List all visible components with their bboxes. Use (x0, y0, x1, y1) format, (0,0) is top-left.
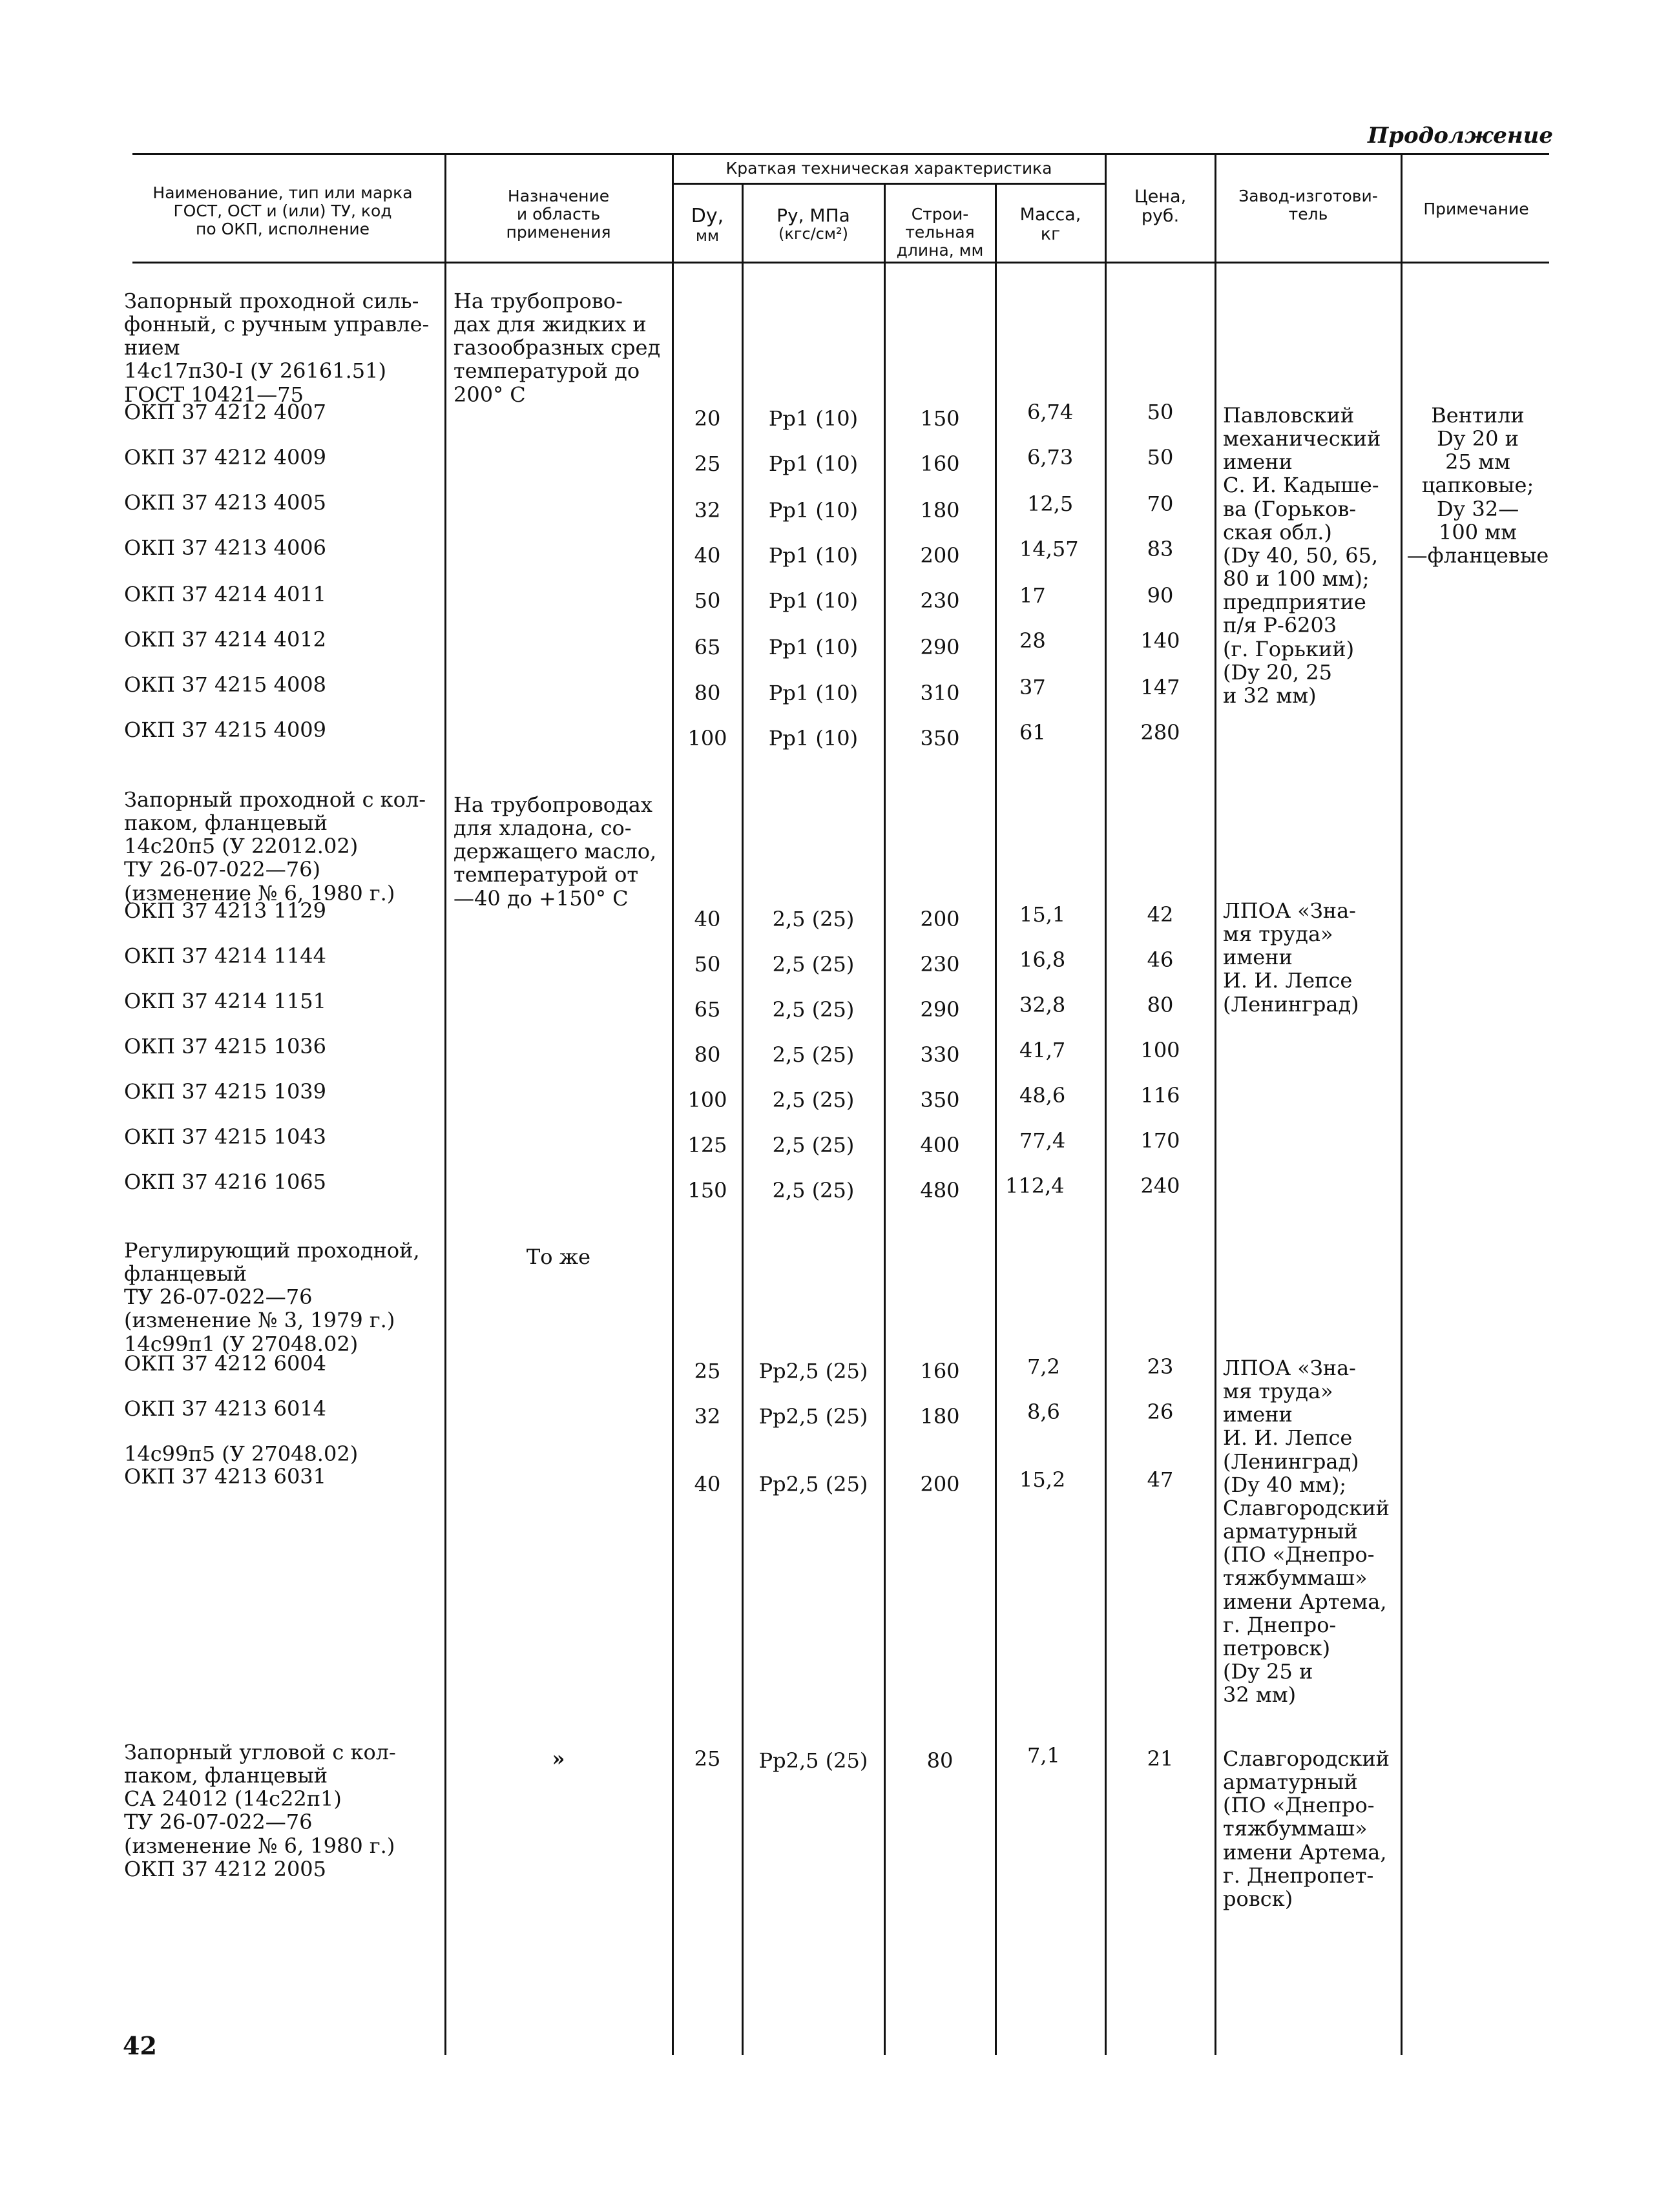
table-row-code: ОКП 37 4212 4007 (124, 400, 327, 424)
table-row-py: 2,5 (25) (772, 1042, 855, 1067)
group2-maker: ЛПОА «Зна- мя труда» имени И. И. Лепсе (Ленинград) (1223, 898, 1359, 1017)
table-row-code: ОКП 37 4214 4011 (124, 582, 327, 606)
table-row-mass: 17 (1019, 583, 1046, 608)
table-row-length: 200 (920, 907, 960, 931)
table-row-code: ОКП 37 4215 4009 (124, 718, 327, 742)
table-row-length: 160 (920, 451, 960, 476)
col-line (444, 153, 446, 2055)
table-row-code: ОКП 37 4212 4009 (124, 445, 327, 470)
table-row-code: ОКП 37 4213 4006 (124, 535, 327, 560)
table-row-dy: 100 (687, 726, 727, 750)
group4-name: Запорный угловой с кол- паком, фланцевый СА 24012 (14с22п1) ТУ 26-07-022—76 (изменение № 6, 1980 г.) ОКП 37 4212 2005 (124, 1740, 396, 1881)
table-row-py: Pр1 (10) (768, 681, 859, 705)
table-row-price: 140 (1140, 628, 1180, 653)
table-row-length: 400 (920, 1133, 960, 1157)
table-row-price: 280 (1140, 720, 1180, 745)
table-row-dy: 150 (687, 1178, 727, 1203)
table-row-mass: 112,4 (1005, 1173, 1065, 1198)
table-row-dy: 40 (694, 907, 721, 931)
table-row-py: Pр2,5 (25) (758, 1404, 868, 1429)
table-row-dy: 50 (694, 952, 721, 977)
header-name: Наименование, тип или марка ГОСТ, ОСТ и (или) ТУ, код по ОКП, исполнение (152, 183, 413, 238)
table-row-code: ОКП 37 4212 6004 (124, 1351, 327, 1376)
table-row-code: ОКП 37 4215 1036 (124, 1034, 327, 1059)
table-row-mass: 77,4 (1019, 1128, 1066, 1153)
table-row-price: 70 (1147, 491, 1174, 516)
table-row-mass: 48,6 (1019, 1083, 1066, 1108)
table-row-dy: 32 (694, 1404, 721, 1429)
table-row-mass: 37 (1019, 675, 1046, 699)
col-line (1401, 153, 1403, 2055)
table-row-price: 50 (1147, 445, 1174, 470)
header-dy: Dу, мм (691, 205, 724, 245)
table-row-mass: 32,8 (1019, 993, 1066, 1017)
table-row-py: Pр2,5 (25) (758, 1472, 868, 1496)
table-row-price: 50 (1147, 400, 1174, 424)
table-row-py: Pр2,5 (25) (758, 1359, 868, 1383)
table-row-code: ОКП 37 4213 6014 (124, 1396, 327, 1421)
header-bottom-rule (132, 262, 1549, 264)
table-row-dy: 25 (694, 451, 721, 476)
table-row-mass: 41,7 (1019, 1038, 1066, 1062)
table-row-mass: 28 (1019, 628, 1046, 653)
table-row-length: 180 (920, 1404, 960, 1429)
table-row-price: 26 (1147, 1400, 1174, 1424)
group1-name: Запорный проходной силь- фонный, с ручным управле- нием 14с17п30-I (У 26161.51) ГОСТ 10421—75 (124, 289, 430, 407)
col-line (884, 183, 886, 2055)
table-row-dy: 80 (694, 1042, 721, 1067)
table-row-length: 200 (920, 543, 960, 568)
table-row-dy: 80 (694, 681, 721, 705)
table-row-price: 21 (1147, 1746, 1174, 1771)
table-row-py: 2,5 (25) (772, 952, 855, 977)
table-row-price: 147 (1140, 675, 1180, 699)
table-row-length: 230 (920, 588, 960, 613)
header-length: Строи- тельная длина, мм (896, 205, 984, 260)
table-row-length: 480 (920, 1178, 960, 1203)
table-row-py: 2,5 (25) (772, 1088, 855, 1112)
table-row-py: 2,5 (25) (772, 907, 855, 931)
header-note: Примечание (1423, 200, 1529, 218)
col-line (995, 183, 997, 2055)
table-row-length: 180 (920, 498, 960, 522)
table-row-mass: 6,74 (1027, 400, 1074, 424)
table-row-py: Pр1 (10) (768, 543, 859, 568)
header-tech-group: Краткая техническая характеристика (725, 159, 1052, 178)
table-row-price: 80 (1147, 993, 1174, 1017)
table-row-length: 80 (926, 1748, 954, 1773)
table-row-length: 150 (920, 406, 960, 431)
table-row-code: ОКП 37 4213 1129 (124, 898, 327, 923)
group2-purpose: На трубопроводах для хладона, со- держащего масло, температурой от —40 до +150° С (454, 792, 657, 911)
table-row-code: ОКП 37 4215 1043 (124, 1124, 327, 1149)
table-row-price: 90 (1147, 583, 1174, 608)
table-row-dy: 65 (694, 635, 721, 659)
table-row-py: 2,5 (25) (772, 1178, 855, 1203)
table-row-py: Pр1 (10) (768, 498, 859, 522)
table-row-mass: 6,73 (1027, 445, 1074, 470)
table-row-dy: 125 (687, 1133, 727, 1157)
col-line (742, 183, 744, 2055)
table-row-dy: 65 (694, 997, 721, 1022)
group2-name: Запорный проходной с кол- паком, фланцевый 14с20п5 (У 22012.02) ТУ 26-07-022—76) (изменение № 6, 1980 г.) (124, 787, 426, 905)
table-row-length: 290 (920, 635, 960, 659)
header-purpose: Назначение и область применения (506, 187, 611, 242)
group4-maker: Славгородский арматурный (ПО «Днепро- тяжбуммаш» имени Артема, г. Днепропет- ровск) (1223, 1746, 1390, 1911)
col-line (1105, 153, 1107, 2055)
table-row-code: ОКП 37 4216 1065 (124, 1170, 327, 1194)
table-row-price: 46 (1147, 947, 1174, 972)
table-row-length: 160 (920, 1359, 960, 1383)
table-row-py: Pр2,5 (25) (758, 1748, 868, 1773)
page-number: 42 (123, 2031, 157, 2060)
group1-purpose: На трубопрово- дах для жидких и газообразных сред температурой до 200° С (454, 289, 661, 407)
header-mass: Масса, кг (1019, 205, 1081, 245)
table-row-length: 350 (920, 726, 960, 750)
table-row-mass: 15,2 (1019, 1467, 1066, 1492)
col-line (672, 153, 674, 2055)
header-maker: Завод-изготови- тель (1238, 187, 1378, 223)
table-row-length: 310 (920, 681, 960, 705)
header-price: Цена, руб. (1134, 187, 1187, 227)
table-row-code: ОКП 37 4214 1151 (124, 989, 327, 1013)
table-row-mass: 8,6 (1027, 1400, 1060, 1424)
table-row-mass: 7,2 (1027, 1354, 1060, 1379)
group3-maker: ЛПОА «Зна- мя труда» имени И. И. Лепсе (Ленинград) (Dу 40 мм); Славгородский арматурный (ПО «Днепро- тяжбуммаш» имени Артема, г. Днепро- петровск) (Dу 25 и 32 мм) (1223, 1356, 1390, 1708)
table-row-mass: 12,5 (1027, 491, 1074, 516)
table-row-code: ОКП 37 4214 4012 (124, 627, 327, 652)
table-row-py: Pр1 (10) (768, 451, 859, 476)
table-row-py: Pр1 (10) (768, 588, 859, 613)
table-row-dy: 100 (687, 1088, 727, 1112)
table-row-price: 47 (1147, 1467, 1174, 1492)
group1-maker: Павловский механический имени С. И. Кадыше- ва (Горьков- ская обл.) (Dу 40, 50, 65, 80 и 100 мм); предприятие п/я Р-6203 (г. Горький) (Dу 20, 25 и 32 мм) (1223, 403, 1381, 708)
table-row-dy: 25 (694, 1746, 721, 1771)
table-row-price: 240 (1140, 1173, 1180, 1198)
table-row-mass: 16,8 (1019, 947, 1066, 972)
table-row-length: 350 (920, 1088, 960, 1112)
table-row-price: 100 (1140, 1038, 1180, 1062)
table-row-price: 170 (1140, 1128, 1180, 1153)
group3-purpose: То же (526, 1245, 591, 1269)
col-line (1215, 153, 1216, 2055)
table-row-price: 83 (1147, 537, 1174, 561)
table-row-length: 330 (920, 1042, 960, 1067)
table-row-dy: 32 (694, 498, 721, 522)
table-row-code: ОКП 37 4213 6031 (124, 1464, 327, 1489)
table-row-dy: 20 (694, 406, 721, 431)
table-row-code: ОКП 37 4214 1144 (124, 944, 327, 968)
table-row-dy: 25 (694, 1359, 721, 1383)
tech-group-rule (672, 183, 1105, 185)
table-row-code: ОКП 37 4213 4005 (124, 490, 327, 515)
group3-sub2-label: 14с99п5 (У 27048.02) (124, 1442, 359, 1466)
table-row-price: 116 (1140, 1083, 1180, 1108)
group1-note: Вентили Dу 20 и 25 мм цапковые; Dу 32— 100 мм —фланцевые (1406, 403, 1549, 568)
header-py: Pу, МПа (кгс/см²) (777, 205, 850, 243)
table-row-dy: 50 (694, 588, 721, 613)
group3-name: Регулирующий проходной, фланцевый ТУ 26-07-022—76 (изменение № 3, 1979 г.) 14с99п1 (У 27048.02) (124, 1238, 420, 1356)
table-row-py: 2,5 (25) (772, 1133, 855, 1157)
table-row-length: 230 (920, 952, 960, 977)
table-row-mass: 14,57 (1019, 537, 1079, 561)
table-row-dy: 40 (694, 1472, 721, 1496)
table-row-mass: 7,1 (1027, 1743, 1060, 1768)
table-row-mass: 61 (1019, 720, 1046, 745)
table-row-length: 200 (920, 1472, 960, 1496)
table-row-py: Pр1 (10) (768, 635, 859, 659)
table-row-code: ОКП 37 4215 1039 (124, 1079, 327, 1104)
table-row-py: 2,5 (25) (772, 997, 855, 1022)
table-row-dy: 40 (694, 543, 721, 568)
table-row-length: 290 (920, 997, 960, 1022)
table-row-code: ОКП 37 4215 4008 (124, 672, 327, 697)
table-row-mass: 15,1 (1019, 902, 1066, 927)
table-row-price: 42 (1147, 902, 1174, 927)
table-row-price: 23 (1147, 1354, 1174, 1379)
group4-purpose: » (552, 1746, 565, 1771)
table-row-py: Pр1 (10) (768, 726, 859, 750)
table-top-rule (132, 153, 1549, 155)
continuation-label: Продолжение (1368, 123, 1553, 149)
table-row-py: Pр1 (10) (768, 406, 859, 431)
